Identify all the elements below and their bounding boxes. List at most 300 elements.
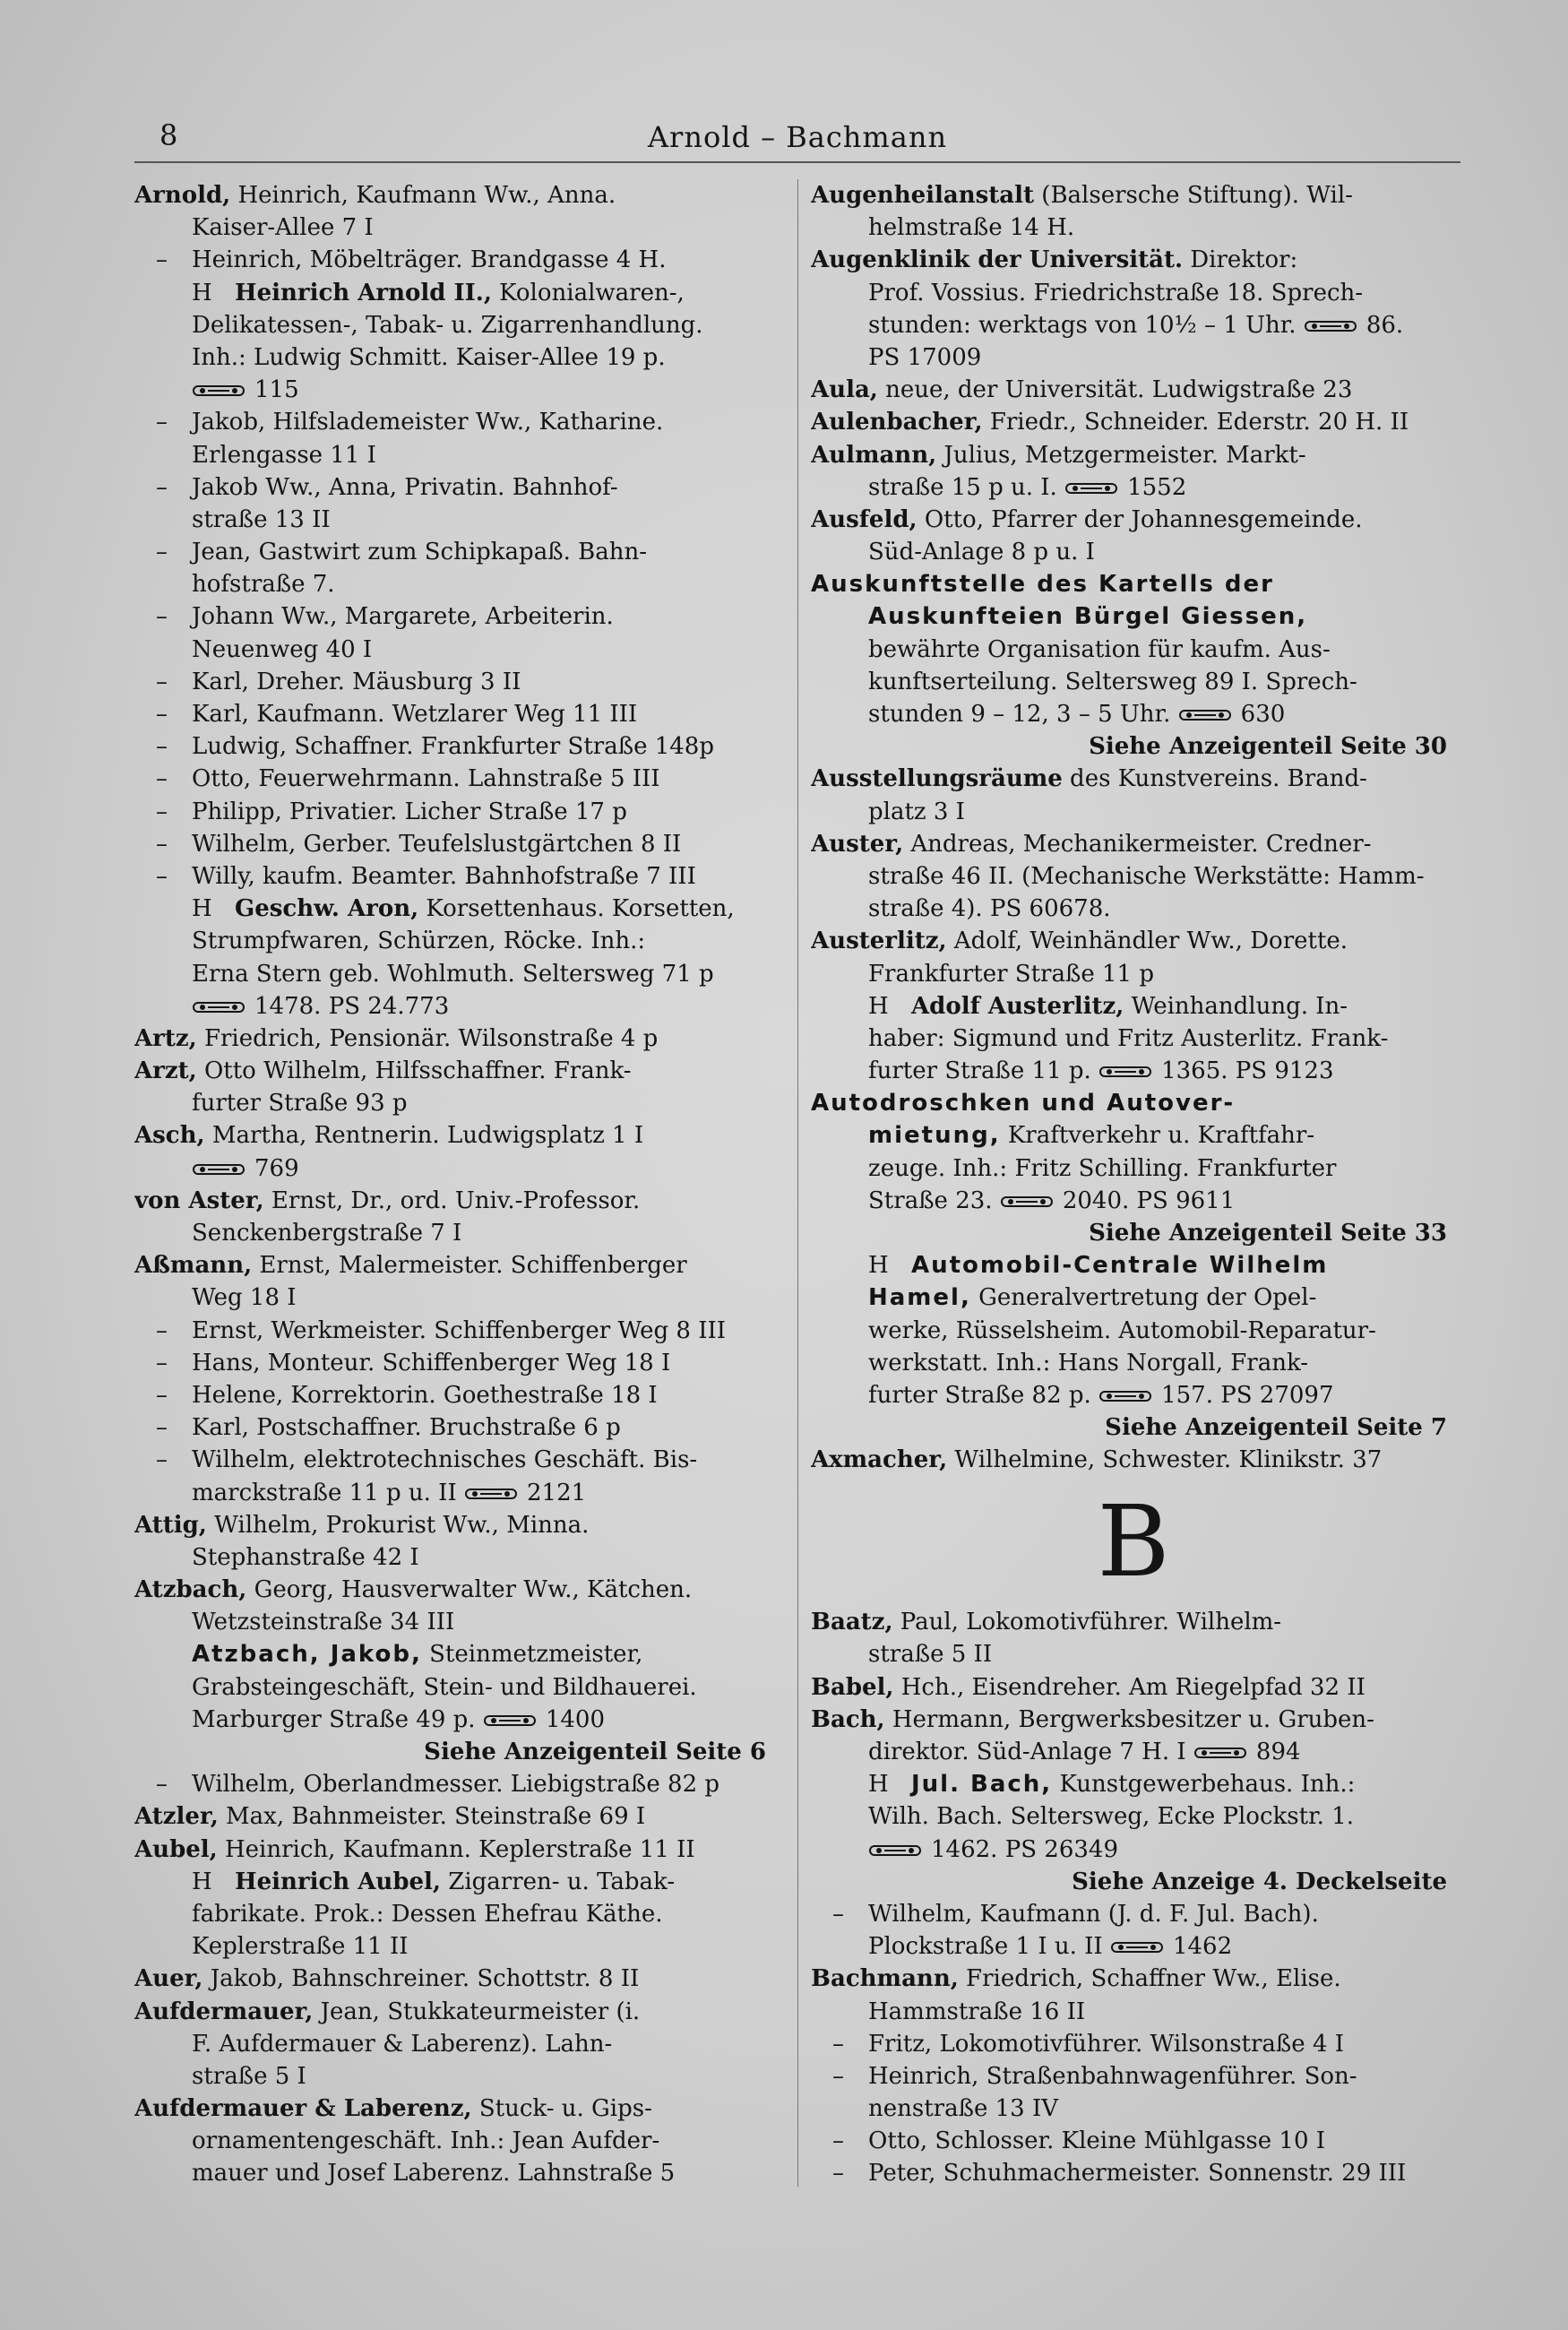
entry-continuation [811,341,1456,374]
entry-text: Kunstgewerbehaus. Inh.: [1052,1771,1356,1799]
entry-continuation [811,211,1456,244]
sub-entry [134,730,775,763]
phone-number: 86. [1366,311,1404,339]
entry-text: Jakob Ww., Anna, Privatin. Bahnhof- [192,473,618,501]
phone-number: 1365. [1161,1057,1228,1085]
firm-entry [811,990,1456,1023]
entry-text: Wilhelm, Gerber. Teufelslustgärtchen 8 II [192,830,682,858]
sub-entry [811,2157,1456,2189]
entry-text: Siehe Anzeigenteil Seite 6 [424,1739,766,1765]
ditto-dash: – [156,1381,168,1409]
directory-entry [811,1704,1456,1736]
entry-continuation [134,1541,775,1574]
firm-entry [134,893,775,925]
entry-text: Weinhandlung. In- [1124,992,1348,1020]
entry-continuation [811,1119,1456,1152]
sub-entry [811,2125,1456,2157]
register-mark: H [192,279,212,306]
firm-name: Autodroschken und Autover- [811,1090,1236,1118]
entry-continuation [134,1671,775,1704]
sub-entry [134,796,775,828]
entry-continuation [811,536,1456,568]
entry-text: straße 5 I [192,2062,306,2090]
phone-number: 157. [1161,1381,1213,1409]
entry-text: hofstraße 7. [192,571,335,599]
telephone-icon [192,1000,246,1014]
entry-text: Siehe Anzeige 4. Deckelseite [1072,1868,1447,1895]
entry-text: des Kunstvereins. Brand- [1062,765,1367,793]
entry-text: Max, Bahnmeister. Steinstraße 69 I [218,1803,646,1831]
advert-reference [811,1411,1456,1444]
telephone-icon [1178,708,1232,722]
entry-text: straße 13 II [192,505,331,533]
sub-entry [134,860,775,893]
entry-continuation [811,2093,1456,2125]
entry-text: Hans, Monteur. Schiffenberger Weg 18 I [192,1349,671,1376]
entry-text: Erlengasse 11 I [192,441,376,469]
entry-text: Otto, Schlosser. Kleine Mühlgasse 10 I [868,2127,1326,2155]
directory-entry [134,1834,775,1866]
entry-name: Augenheilanstalt [811,182,1035,209]
entry-text: Kaiser-Allee 7 I [192,214,374,242]
entry-text: Heinrich, Kaufmann Ww., Anna. [230,182,616,209]
phone-number: 2121 [526,1479,587,1506]
phone-number: 2040. [1062,1187,1130,1214]
register-mark: H [192,1868,212,1895]
directory-entry [134,1509,775,1541]
entry-continuation [811,958,1456,990]
entry-name: Aßmann, [134,1252,253,1280]
entry-text: Kraftverkehr u. Kraftfahr- [1000,1122,1315,1150]
ditto-dash: – [156,409,168,436]
entry-continuation [134,925,775,957]
entry-text: werkstatt. Inh.: Hans Norgall, Frank- [868,1349,1309,1376]
firm-entry [134,1866,775,1898]
entry-text: ornamentengeschäft. Inh.: Jean Aufder- [192,2127,660,2155]
entry-text: Neuenweg 40 I [192,635,373,663]
advert-reference [134,1736,775,1768]
entry-text: Wilhelmine, Schwester. Klinikstr. 37 [947,1446,1383,1474]
entry-text: Otto, Feuerwehrmann. Lahnstraße 5 III [192,765,660,793]
entry-text: Karl, Dreher. Mäusburg 3 II [192,668,521,695]
entry-text: Wilhelm, elektrotechnisches Geschäft. Bis- [192,1446,698,1474]
entry-continuation [134,958,775,990]
entry-text: Siehe Anzeigenteil Seite 30 [1089,733,1447,761]
column-rule [797,179,798,2187]
entry-text: stunden: werktags von 10½ – 1 Uhr. [868,311,1297,339]
firm-name: Auskunfteien Bürgel Giessen, [868,603,1308,631]
entry-name: Ausfeld, [811,505,918,533]
entry-text: Wilhelm, Kaufmann (J. d. F. Jul. Bach). [868,1900,1319,1928]
telephone-icon [464,1487,518,1501]
directory-entry [134,1023,775,1055]
firm-entry [811,1768,1456,1800]
entry-text: Hermann, Bergwerksbesitzer u. Gruben- [884,1705,1374,1733]
telephone-icon [1304,319,1357,333]
entry-text: Plockstraße 1 I u. II [868,1933,1103,1961]
telephone-icon [1098,1065,1152,1079]
directory-entry [134,1996,775,2028]
telephone-icon [1110,1940,1164,1955]
entry-text: Siehe Anzeigenteil Seite 7 [1105,1414,1447,1442]
entry-continuation [134,374,775,406]
entry-text: F. Aufdermauer & Laberenz). Lahn- [192,2030,613,2058]
entry-continuation [811,1800,1456,1833]
entry-text: Marburger Straße 49 p. [192,1705,476,1733]
entry-continuation [811,1930,1456,1963]
entry-text: PS 26349 [1004,1835,1118,1863]
directory-entry [134,2093,775,2125]
advert-reference [811,1217,1456,1249]
entry-continuation [811,1282,1456,1314]
phone-number: 1400 [545,1705,605,1733]
entry-text: Wilhelm, Prokurist Ww., Minna. [206,1511,590,1539]
entry-text: Stuck- u. Gips- [471,2095,652,2123]
phone-number: 769 [254,1154,299,1182]
entry-text: Senckenbergstraße 7 I [192,1220,462,1247]
entry-text: Direktor: [1183,246,1298,274]
directory-entry [134,1574,775,1606]
entry-text: Georg, Hausverwalter Ww., Kätchen. [246,1576,693,1604]
postal-account: PS 27097 [1220,1381,1334,1409]
entry-text: Julius, Metzgermeister. Markt- [936,441,1306,469]
entry-text: platz 3 I [868,798,965,825]
entry-text: Korsettenhaus. Korsetten, [418,895,735,923]
entry-name: Geschw. Aron, [235,895,419,923]
entry-name: Heinrich Arnold II., [235,279,492,306]
directory-entry [134,1963,775,1995]
entry-text: zeuge. Inh.: Fritz Schilling. Frankfurter [868,1154,1337,1182]
entry-continuation [811,1152,1456,1185]
ditto-dash: – [156,862,168,890]
sub-entry [134,763,775,795]
entry-text: Weg 18 I [192,1284,297,1312]
entry-text: Karl, Postschaffner. Bruchstraße 6 p [192,1414,621,1442]
ditto-dash: – [832,2127,844,2155]
entry-text: Otto, Pfarrer der Johannesgemeinde. [917,505,1363,533]
entry-text: stunden 9 – 12, 3 – 5 Uhr. [868,701,1171,728]
directory-entry [811,439,1456,471]
entry-text: Peter, Schuhmachermeister. Sonnenstr. 29 III [868,2160,1407,2188]
entry-text: neue, der Universität. Ludwigstraße 23 [877,376,1353,404]
sub-entry [134,1347,775,1379]
sub-entry [134,471,775,504]
entry-continuation [811,1185,1456,1217]
entry-text: Friedrich, Schaffner Ww., Elise. [958,1965,1341,1993]
firm-entry [134,277,775,309]
directory-entry [811,1087,1456,1119]
directory-entry [134,1800,775,1833]
entry-text: Jakob, Hilfslademeister Ww., Katharine. [192,409,664,436]
entry-text: Prof. Vossius. Friedrichstraße 18. Sprech- [868,279,1364,306]
sub-entry [134,698,775,730]
firm-name: Automobil-Centrale Wilhelm [911,1252,1329,1280]
entry-continuation [811,600,1456,633]
sub-entry [134,1379,775,1411]
sub-entry [811,2028,1456,2060]
entry-continuation [811,1996,1456,2028]
entry-name: Aufdermauer & Laberenz, [134,2095,472,2123]
entry-text: Stephanstraße 42 I [192,1543,419,1571]
ditto-dash: – [156,246,168,274]
entry-text: Heinrich, Möbelträger. Brandgasse 4 H. [192,246,667,274]
ditto-dash: – [156,765,168,793]
directory-entry [811,179,1456,211]
entry-name: Arnold, [134,182,231,209]
phone-number: 1478. [254,992,322,1020]
entry-continuation [134,309,775,341]
sub-entry [134,1315,775,1347]
register-mark: H [192,895,212,923]
entry-name: Bach, [811,1705,885,1733]
entry-text: kunftserteilung. Seltersweg 89 I. Sprech- [868,668,1357,695]
directory-entry [134,1185,775,1217]
left-column [134,179,775,2190]
entry-text: Jean, Gastwirt zum Schipkapaß. Bahn- [192,539,647,566]
directory-entry [811,763,1456,795]
sub-entry [134,244,775,276]
phone-number: 1552 [1127,473,1187,501]
entry-continuation [134,990,775,1023]
entry-continuation [811,893,1456,925]
postal-account: PS 9611 [1136,1187,1236,1214]
sub-entry [134,600,775,633]
entry-text: Heinrich, Straßenbahnwagenführer. Son- [868,2062,1357,2090]
entry-text: straße 5 II [868,1641,993,1669]
ditto-dash: – [156,798,168,825]
entry-name: Augenklinik der Universität. [811,246,1184,274]
entry-text: Erna Stern geb. Wohlmuth. Seltersweg 71 p [192,960,714,988]
entry-continuation [134,341,775,374]
telephone-icon [483,1713,537,1728]
entry-text: Siehe Anzeigenteil Seite 33 [1089,1220,1447,1247]
entry-text: Grabsteingeschäft, Stein- und Bildhauerei. [192,1673,697,1701]
entry-continuation [134,568,775,600]
ditto-dash: – [156,1446,168,1474]
entry-continuation [134,1704,775,1736]
firm-name: Atzbach, Jakob, [192,1641,422,1669]
directory-entry [811,1444,1456,1476]
entry-name: Atzler, [134,1803,219,1831]
firm-name: Jul. Bach, [911,1771,1053,1799]
entry-continuation [134,211,775,244]
entry-text: straße 4). PS 60678. [868,895,1111,923]
entry-name: Aulenbacher, [811,409,983,436]
entry-text: Martha, Rentnerin. Ludwigsplatz 1 I [204,1122,644,1150]
directory-entry [811,828,1456,860]
entry-text: fabrikate. Prok.: Dessen Ehefrau Käthe. [192,1900,663,1928]
directory-entry [134,1119,775,1152]
entry-continuation [134,504,775,536]
telephone-icon [1098,1389,1152,1403]
entry-continuation [811,1736,1456,1768]
entry-continuation [134,1217,775,1249]
entry-continuation [134,1930,775,1963]
ditto-dash: – [156,603,168,631]
entry-text: Süd-Anlage 8 p u. I [868,539,1095,566]
entry-text: Karl, Kaufmann. Wetzlarer Weg 11 III [192,701,638,728]
entry-continuation [811,1315,1456,1347]
entry-continuation [134,1898,775,1930]
entry-text: nenstraße 13 IV [868,2095,1059,2123]
entry-text: Wilh. Bach. Seltersweg, Ecke Plockstr. 1. [868,1803,1354,1831]
register-mark: H [868,1771,889,1799]
advert-reference [811,1866,1456,1898]
entry-text: Jean, Stukkateurmeister (i. [313,1998,641,2025]
telephone-icon [192,1162,246,1177]
directory-entry [811,406,1456,438]
directory-entry [811,568,1456,600]
entry-text: Ernst, Werkmeister. Schiffenberger Weg 8 III [192,1316,727,1344]
entry-text: Johann Ww., Margarete, Arbeiterin. [192,603,614,631]
entry-text: furter Straße 82 p. [868,1381,1091,1409]
entry-text: helmstraße 14 H. [868,214,1075,242]
entry-continuation [134,1087,775,1119]
entry-continuation [811,1347,1456,1379]
entry-name: Adolf Austerlitz, [911,992,1124,1020]
directory-entry [811,1606,1456,1638]
entry-continuation [811,1834,1456,1866]
ditto-dash: – [156,1771,168,1799]
entry-continuation [811,860,1456,893]
entry-text: Otto Wilhelm, Hilfsschaffner. Frank- [196,1057,632,1085]
entry-name: Attig, [134,1511,207,1539]
directory-entry [811,374,1456,406]
entry-continuation [811,634,1456,666]
entry-text: haber: Sigmund und Fritz Austerlitz. Frank- [868,1024,1389,1052]
entry-continuation [134,2060,775,2093]
phone-number: 1462. [931,1835,998,1863]
ditto-dash: – [832,2160,844,2188]
entry-text: Hch., Eisendreher. Am Riegelpfad 32 II [893,1673,1366,1701]
entry-name: Ausstellungsräume [811,765,1063,793]
entry-text: marckstraße 11 p u. II [192,1479,457,1506]
entry-continuation [134,1477,775,1509]
ditto-dash: – [156,668,168,695]
ditto-dash: – [156,473,168,501]
firm-name: Hamel, [868,1284,971,1312]
entry-name: Aubel, [134,1835,218,1863]
phone-number: 630 [1240,701,1286,728]
entry-name: von Aster, [134,1187,264,1214]
phone-number: 1462 [1172,1933,1233,1961]
ditto-dash: – [156,701,168,728]
directory-entry [811,925,1456,957]
entry-name: Babel, [811,1673,894,1701]
right-column [811,179,1456,2190]
register-mark: H [868,992,889,1020]
ditto-dash: – [156,539,168,566]
entry-name: Auster, [811,830,904,858]
firm-entry [811,1249,1456,1282]
sub-entry [134,1444,775,1476]
entry-text: Andreas, Mechanikermeister. Credner- [903,830,1372,858]
entry-text: furter Straße 93 p [192,1090,408,1118]
entry-name: Aulmann, [811,441,937,469]
entry-text: Heinrich, Kaufmann. Keplerstraße 11 II [217,1835,695,1863]
entry-continuation [134,2157,775,2189]
entry-continuation [811,698,1456,730]
entry-continuation [811,277,1456,309]
entry-text: Strumpfwaren, Schürzen, Röcke. Inh.: [192,928,646,955]
entry-continuation [134,1606,775,1638]
entry-text: Frankfurter Straße 11 p [868,960,1154,988]
entry-name: Aula, [811,376,878,404]
telephone-icon [1000,1195,1054,1209]
entry-text: direktor. Süd-Anlage 7 H. I [868,1739,1186,1766]
entry-name: Artz, [134,1024,197,1052]
entry-continuation [811,309,1456,341]
entry-text: Hammstraße 16 II [868,1998,1086,2025]
entry-text: straße 15 p u. I. [868,473,1057,501]
entry-text: furter Straße 11 p. [868,1057,1091,1085]
page-number: 8 [159,118,178,152]
sub-entry [134,406,775,438]
entry-text: Philipp, Privatier. Licher Straße 17 p [192,798,627,825]
entry-text: Willy, kaufm. Beamter. Bahnhofstraße 7 III [192,862,696,890]
entry-text: Inh.: Ludwig Schmitt. Kaiser-Allee 19 p. [192,343,666,371]
ditto-dash: – [156,830,168,858]
entry-continuation [811,1379,1456,1411]
entry-name: Bachmann, [811,1965,959,1993]
entry-text: werke, Rüsselsheim. Automobil-Reparatur- [868,1316,1376,1344]
sub-entry [134,536,775,568]
register-mark: H [868,1252,889,1280]
entry-text: (Balsersche Stiftung). Wil- [1034,182,1353,209]
entry-text: Paul, Lokomotivführer. Wilhelm- [892,1609,1282,1636]
advert-reference [811,730,1456,763]
phone-number: 115 [254,376,299,404]
entry-text: Kolonialwaren-, [491,279,685,306]
entry-text: Adolf, Weinhändler Ww., Dorette. [946,928,1348,955]
entry-continuation [811,1638,1456,1670]
entry-text: mauer und Josef Laberenz. Lahnstraße 5 [192,2160,676,2188]
ditto-dash: – [832,2030,844,2058]
entry-text: Jakob, Bahnschreiner. Schottstr. 8 II [202,1965,640,1993]
ditto-dash: – [156,1349,168,1376]
entry-text: Wetzsteinstraße 34 III [192,1609,455,1636]
entry-text: PS 24.773 [328,992,450,1020]
entry-name: Austerlitz, [811,928,947,955]
sub-entry [811,1898,1456,1930]
entry-text: Friedr., Schneider. Ederstr. 20 H. II [982,409,1409,436]
page-header [134,115,1460,163]
directory-entry [811,244,1456,276]
sub-entry [134,1768,775,1800]
entry-text: Ernst, Malermeister. Schiffenberger [252,1252,687,1280]
entry-text: Ludwig, Schaffner. Frankfurter Straße 148p [192,733,714,761]
entry-name: Heinrich Aubel, [235,1868,441,1895]
phone-number: 894 [1255,1739,1301,1766]
entry-text: Zigarren- u. Tabak- [440,1868,676,1895]
entry-continuation [134,1152,775,1185]
directory-entry [134,179,775,211]
entry-continuation [811,666,1456,698]
ditto-dash: – [156,1316,168,1344]
ditto-dash: – [832,2062,844,2090]
entry-text: Ernst, Dr., ord. Univ.-Professor. [263,1187,641,1214]
entry-name: Asch, [134,1122,205,1150]
sub-entry [134,828,775,860]
entry-name: Atzbach, [134,1576,247,1604]
entry-text: straße 46 II. (Mechanische Werkstätte: Hamm- [868,862,1425,890]
entry-continuation [134,2028,775,2060]
telephone-icon [192,384,246,398]
entry-name: Arzt, [134,1057,197,1085]
firm-entry [134,1638,775,1670]
entry-name: Baatz, [811,1609,893,1636]
telephone-icon [868,1843,922,1858]
